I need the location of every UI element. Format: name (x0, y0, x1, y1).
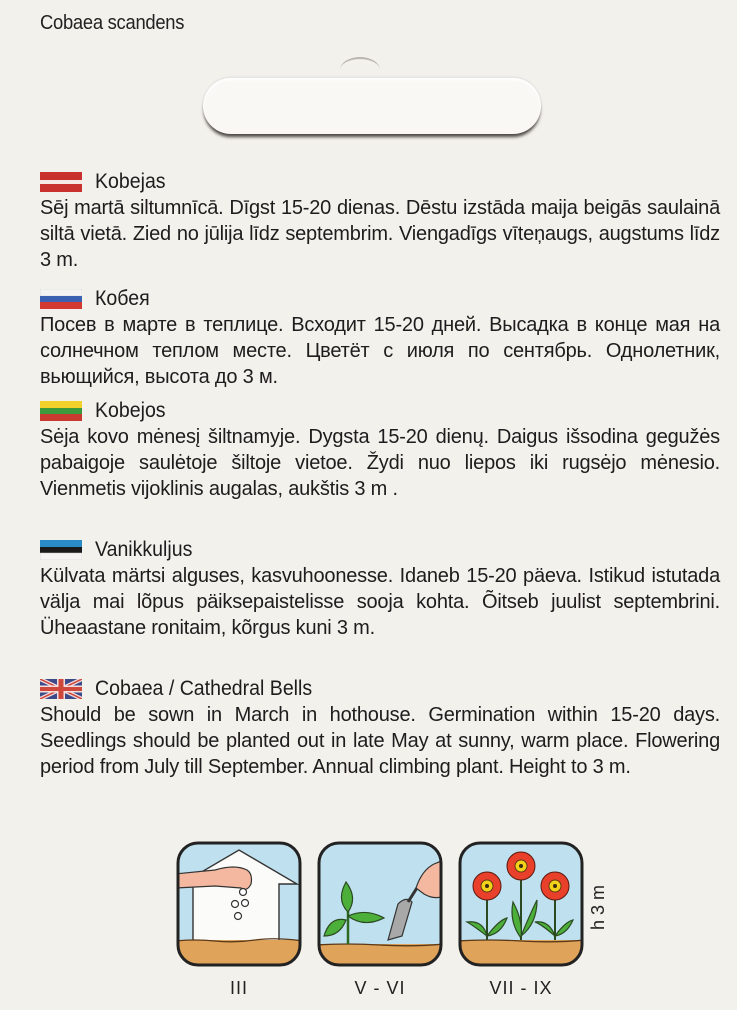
hang-tab (203, 78, 541, 134)
section-text: Külvata märtsi alguses, kasvuhoonesse. Idaneb 15-20 päeva. Istikud istutada välja mai lõpus päiksepaistelisse sooja kohta. Õitseb juulist septembrini. Üheaastane ronitaim, kõrgus kuni 3 m. (40, 565, 720, 639)
pictogram-label: VII - IX (489, 978, 553, 998)
pictogram-label: III (229, 978, 248, 998)
height-label: h 3 m (588, 884, 608, 930)
planting-seedling-icon (316, 840, 444, 968)
section-latvian (40, 169, 720, 273)
growing-calendar (175, 840, 585, 999)
section-heading: Kobejas (95, 170, 166, 193)
pictogram-flowering (457, 840, 585, 999)
pictogram-sowing (175, 840, 303, 999)
section-english (40, 676, 720, 780)
sowing-greenhouse-icon (175, 840, 303, 968)
section-russian (40, 286, 720, 390)
flowering-icon (457, 840, 585, 968)
estonia-flag-icon (40, 540, 82, 560)
section-heading: Kobejos (95, 399, 166, 422)
section-text: Sėja kovo mėnesį šiltnamyje. Dygsta 15-20 dienų. Daigus išsodina gegužės pabaigoje saulėtoje šiltoje vietoe. Žydi nuo liepos iki rugsėjo mėnesio. Vienmetis vijoklinis augalas, aukštis 3 m . (40, 426, 720, 500)
product-title: Cobaea scandens (40, 12, 185, 34)
section-heading: Vanikkuljus (95, 538, 193, 561)
latvia-flag-icon (40, 172, 82, 192)
uk-flag-icon (40, 679, 82, 699)
section-lithuanian (40, 398, 720, 502)
pictogram-label: V - VI (354, 978, 406, 998)
lithuania-flag-icon (40, 401, 82, 421)
section-estonian (40, 537, 720, 641)
section-text: Посев в марте в теплице. Всходит 15-20 дней. Высадка в конце мая на солнечном теплом месте. Цветёт с июля по сентябрь. Однолетник, вьющийся, высота до 3 м. (40, 314, 720, 388)
section-heading: Кобея (95, 287, 150, 310)
section-text: Sēj martā siltumnīcā. Dīgst 15-20 dienas. Dēstu izstāda maija beigās saulainā siltā vietā. Zied no jūlija līdz septembrim. Viengadīgs vīteņaugs, augstums līdz 3 m. (40, 197, 720, 271)
russia-flag-icon (40, 289, 82, 309)
section-text: Should be sown in March in hothouse. Germination within 15-20 days. Seedlings should be planted out in late May at sunny, warm place. Flowering period from July till September. Annual climbing plant. Height to 3 m. (40, 704, 720, 778)
section-heading: Cobaea / Cathedral Bells (95, 677, 313, 700)
pictogram-planting (316, 840, 444, 999)
